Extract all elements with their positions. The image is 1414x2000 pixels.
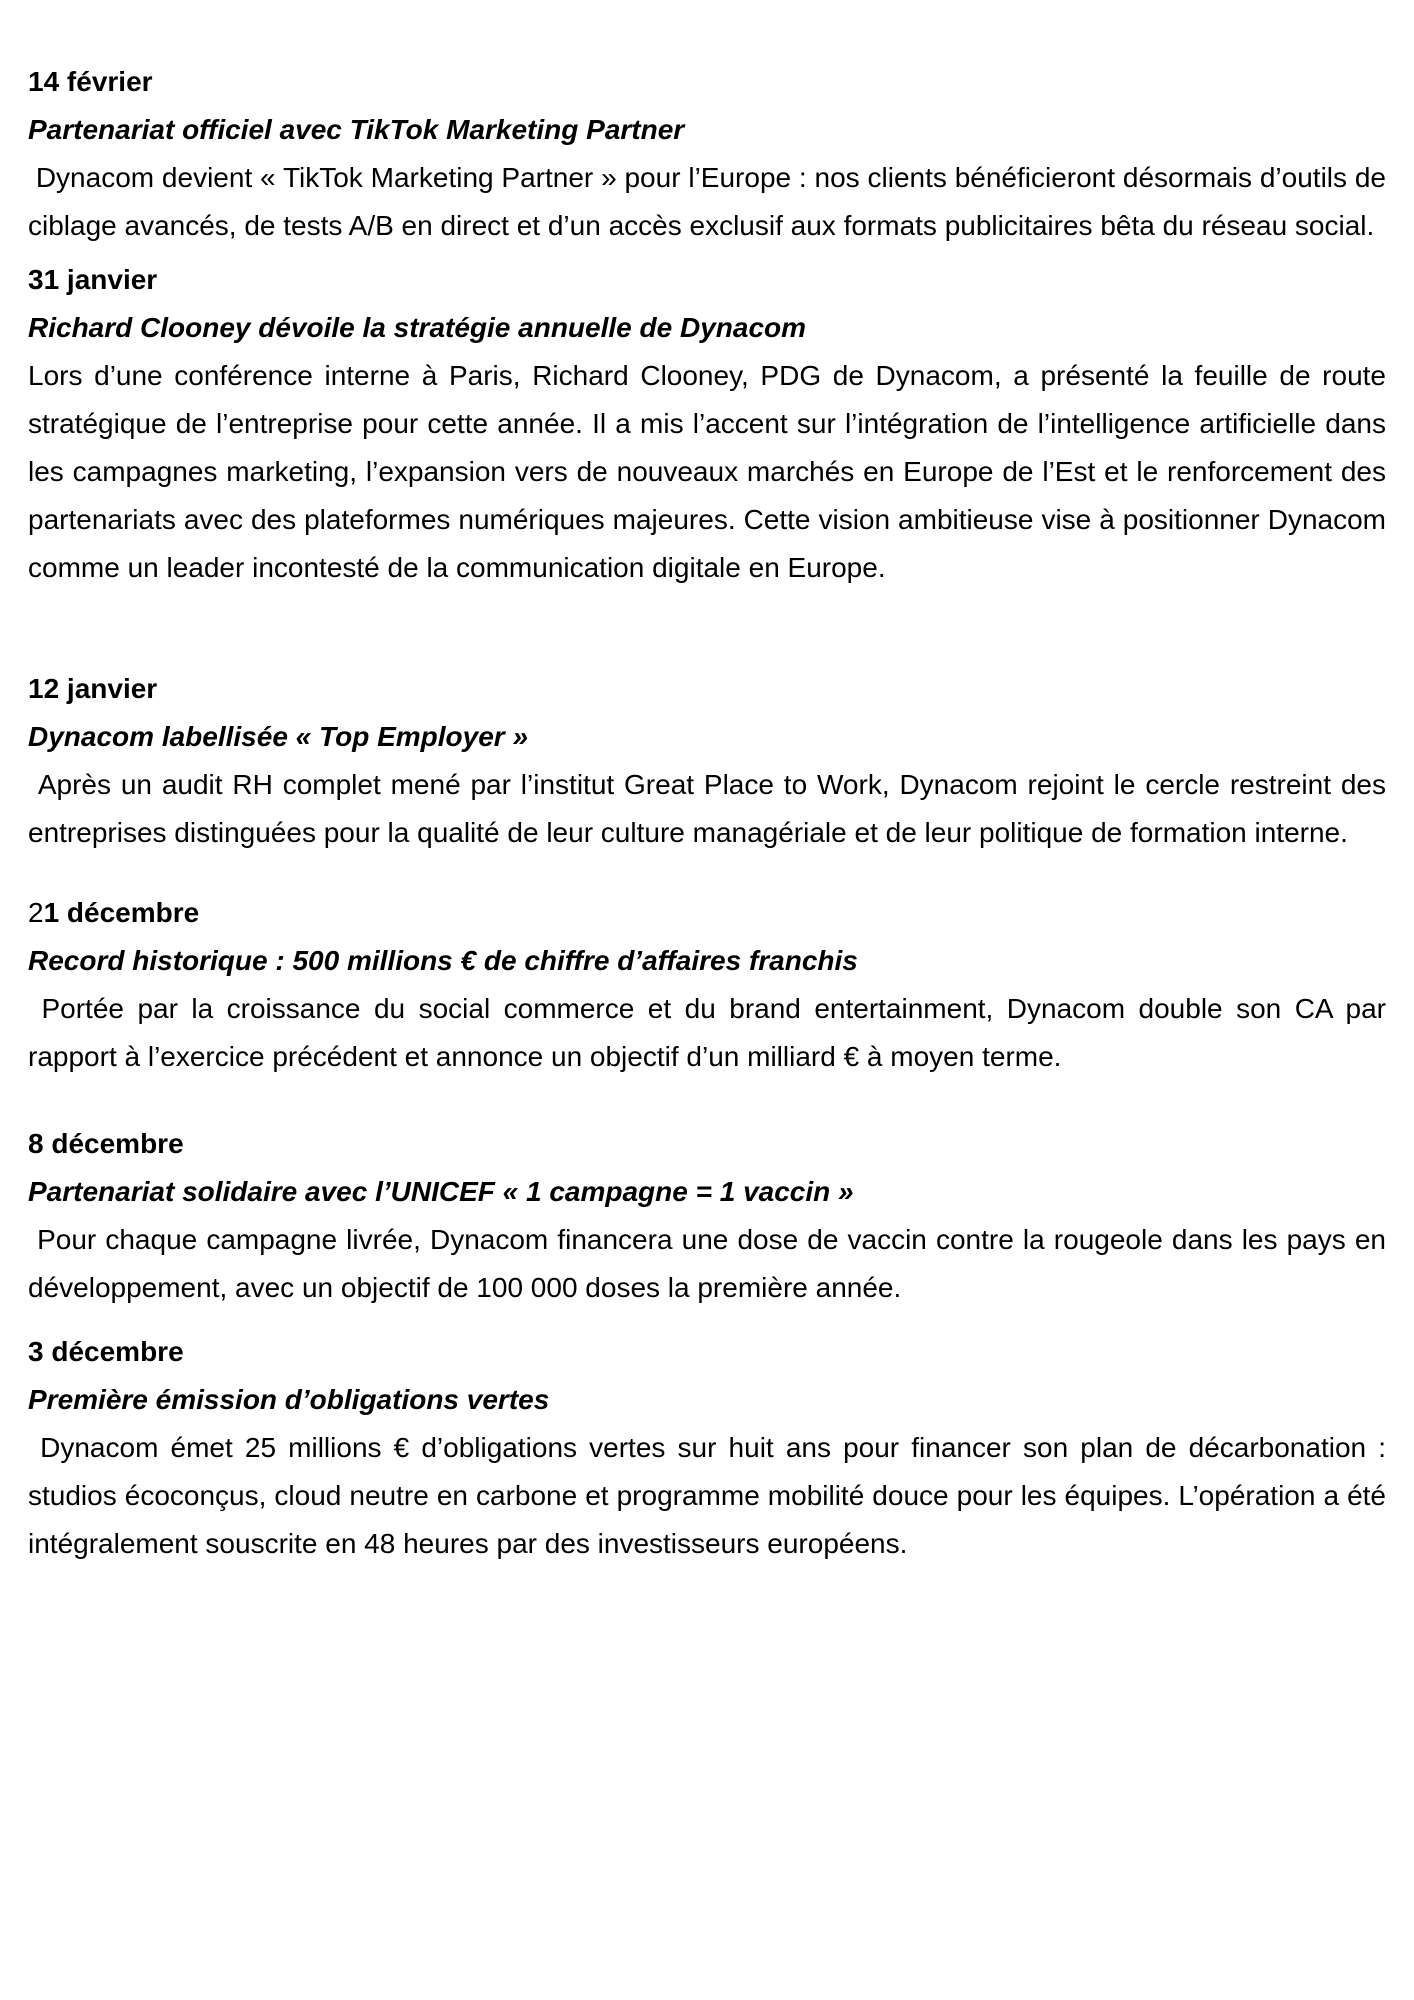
entry-date [28, 1328, 1386, 1376]
entry-body: Dynacom devient « TikTok Marketing Partner » pour l’Europe : nos clients bénéficieront désormais d’outils de ciblage avancés, de tests A/B en direct et d’un accès exclusif aux formats publicitaires bêta du réseau social. [28, 162, 1386, 241]
entry-date-bold: 8 décembre [28, 1128, 184, 1159]
entry-body: Portée par la croissance du social commerce et du brand entertainment, Dynacom double son CA par rapport à l’exercice précédent et annonce un objectif d’un milliard € à moyen terme. [28, 993, 1386, 1072]
entry-date [28, 58, 1386, 106]
entry-headline: Première émission d’obligations vertes [28, 1384, 550, 1415]
news-entry [28, 1120, 1386, 1312]
entry-date-bold: 31 janvier [28, 264, 158, 295]
news-entry [28, 256, 1386, 592]
entry-date [28, 256, 1386, 304]
entry-headline: Record historique : 500 millions € de chiffre d’affaires franchis [28, 945, 858, 976]
entry-body: Dynacom émet 25 millions € d’obligations vertes sur huit ans pour financer son plan de décarbonation : studios écoconçus, cloud neutre en carbone et programme mobilité douce pour les équipes. L’opération a été intégralement souscrite en 48 heures par des investisseurs européens. [28, 1432, 1386, 1559]
entry-date-plain: 2 [28, 897, 44, 928]
news-entry [28, 1328, 1386, 1568]
entry-date-bold: 12 janvier [28, 673, 158, 704]
entry-date [28, 1120, 1386, 1168]
news-entry [28, 58, 1386, 250]
entry-date-bold: 14 février [28, 66, 153, 97]
entry-headline: Partenariat solidaire avec l’UNICEF « 1 campagne = 1 vaccin » [28, 1176, 854, 1207]
entry-body: Après un audit RH complet mené par l’institut Great Place to Work, Dynacom rejoint le cercle restreint des entreprises distinguées pour la qualité de leur culture managériale et de leur politique de formation interne. [28, 769, 1386, 848]
entry-headline: Richard Clooney dévoile la stratégie annuelle de Dynacom [28, 312, 807, 343]
entry-date [28, 889, 1386, 937]
news-entry [28, 665, 1386, 857]
entry-date-bold: 3 décembre [28, 1336, 184, 1367]
entry-date-bold: 1 décembre [43, 897, 200, 928]
entry-date [28, 665, 1386, 713]
entry-headline: Partenariat officiel avec TikTok Marketing Partner [28, 114, 685, 145]
entry-body: Pour chaque campagne livrée, Dynacom financera une dose de vaccin contre la rougeole dans les pays en développement, avec un objectif de 100 000 doses la première année. [28, 1224, 1386, 1303]
entry-body: Lors d’une conférence interne à Paris, Richard Clooney, PDG de Dynacom, a présenté la feuille de route stratégique de l’entreprise pour cette année. Il a mis l’accent sur l’intégration de l’intelligence artificielle dans les campagnes marketing, l’expansion vers de nouveaux marchés en Europe de l’Est et le renforcement des partenariats avec des plateformes numériques majeures. Cette vision ambitieuse vise à positionner Dynacom comme un leader incontesté de la communication digitale en Europe. [28, 360, 1386, 583]
entry-headline: Dynacom labellisée « Top Employer » [28, 721, 529, 752]
news-entry [28, 889, 1386, 1081]
